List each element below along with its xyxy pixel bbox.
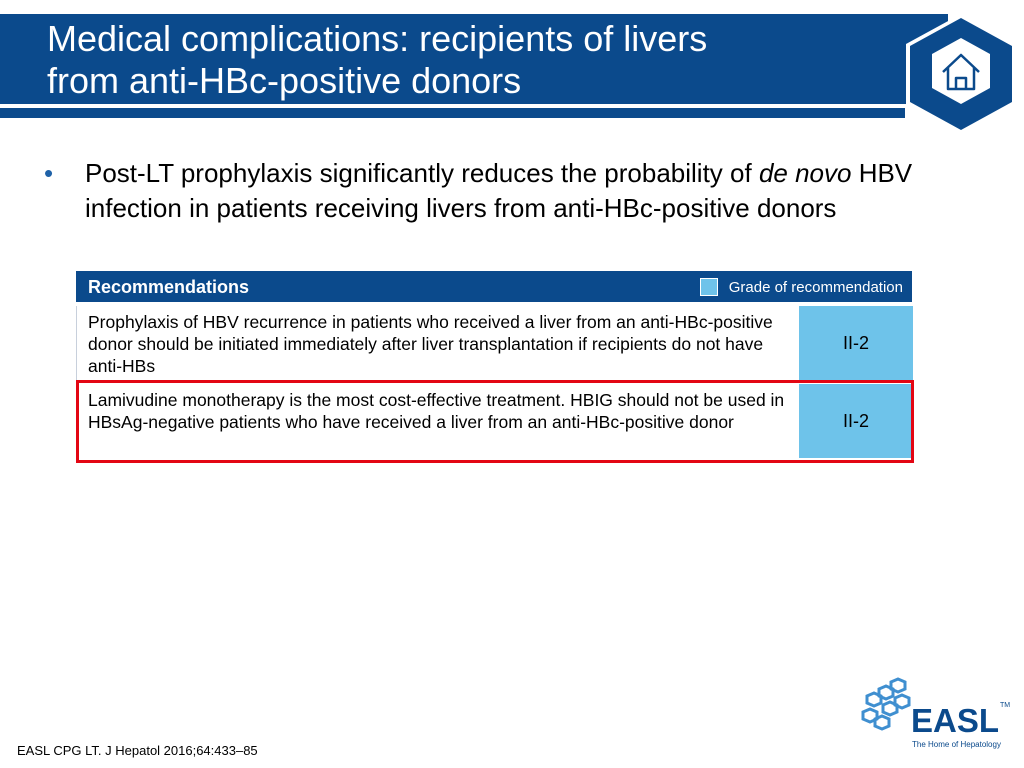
slide-title-line1: Medical complications: recipients of livers xyxy=(47,18,708,59)
easl-tagline: The Home of Hepatology xyxy=(912,740,1001,749)
recommendation-grade: II-2 xyxy=(799,306,913,380)
bullet-text-italic: de novo xyxy=(758,158,852,188)
bullet-item xyxy=(44,156,994,226)
easl-wordmark: EASL xyxy=(911,702,1000,739)
recommendation-row xyxy=(76,306,912,380)
home-icon[interactable] xyxy=(902,12,1020,136)
recommendations-header xyxy=(76,271,912,302)
slide-title xyxy=(47,18,867,102)
footer-reference: EASL CPG LT. J Hepatol 2016;64:433–85 xyxy=(17,743,258,758)
title-stripe xyxy=(0,108,905,118)
recommendations-header-title: Recommendations xyxy=(88,277,250,297)
bullet-text xyxy=(85,156,994,226)
easl-trademark: TM xyxy=(1000,702,1011,709)
bullet-text-after: HBV infection in patients receiving livers from anti-HBc-positive donors xyxy=(85,158,913,223)
slide-title-line2: from anti-HBc-positive donors xyxy=(47,60,522,101)
easl-logo xyxy=(860,676,1010,752)
grade-key-label: Grade of recommendation xyxy=(728,278,903,296)
recommendations-table xyxy=(76,271,912,458)
grade-key xyxy=(700,278,903,296)
bullet-text-before: Post-LT prophylaxis significantly reduces the probability of xyxy=(85,158,759,188)
bullet-icon: • xyxy=(44,158,54,188)
recommendation-text: Prophylaxis of HBV recurrence in patients who received a liver from an anti-HBc-positive donor should be initiated immediately after liver transplantation if recipients do not have anti-HBs xyxy=(88,312,773,376)
grade-swatch xyxy=(700,278,718,296)
recommendation-row xyxy=(76,384,912,458)
recommendation-text: Lamivudine monotherapy is the most cost-effective treatment. HBIG should not be used in HBsAg-negative patients who have received a liver from an anti-HBc-positive donor xyxy=(88,390,785,432)
recommendation-grade: II-2 xyxy=(799,384,913,458)
